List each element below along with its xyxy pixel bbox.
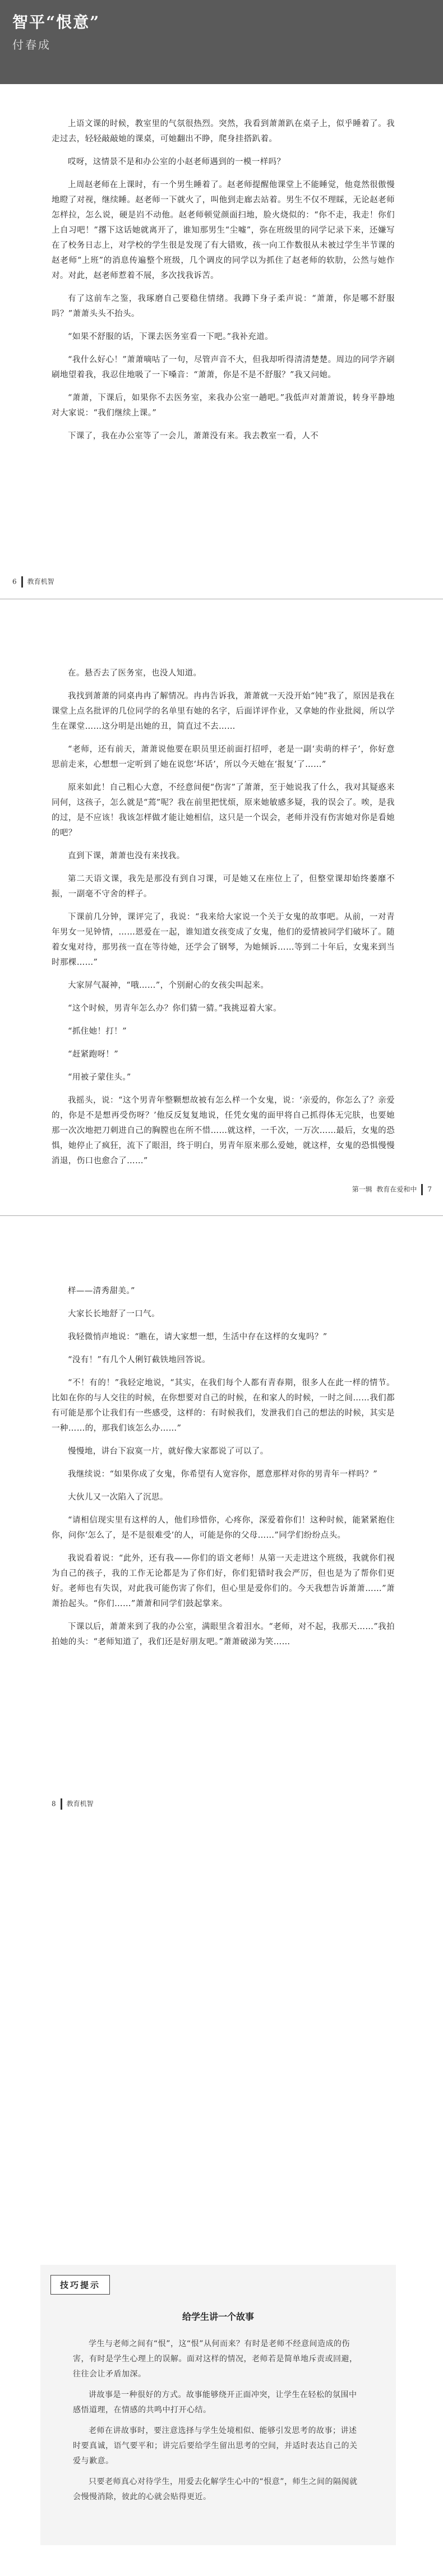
paragraph: 上语文课的时候，教室里的气氛很热烈。突然，我看到萧萧趴在桌子上，似乎睡着了。我走过去，轻轻敲敲她的课桌，可她翻出不睁，爬身挂搭趴着。 <box>52 119 395 144</box>
title-band <box>0 0 443 84</box>
paragraph: “我什么好心！”萧萧嘀咕了一句，尽管声音不大，但我却听得清清楚楚。周边的同学齐刷刷地望着我，我忍住地吸了一下嗓音：“萧萧，你是不是不舒服？”我又问她。 <box>52 355 395 380</box>
tip-paragraph: 讲故事是一种很好的方式。故事能够绕开正面冲突，让学生在轻松的氛围中感悟道理，在情感的共鸣中打开心结。 <box>73 2390 357 2415</box>
paragraph: 在。悬否去了医务室，也没人知道。 <box>68 669 202 678</box>
paragraph: 大家屏气凝神，“哦……”，个别耐心的女孩尖叫起来。 <box>68 981 269 990</box>
footer-label: 教育在爱和中 <box>376 1185 417 1194</box>
paragraph: 下课以后，萧萧来到了我的办公室，满眼里含着泪水。“老师，对不起，我那天……”我拍拍她的头：“老师知道了，我们还是好朋友吧。”萧萧破涕为笑…… <box>52 1622 395 1647</box>
page1-body <box>52 117 395 452</box>
paragraph: 我找到萧萧的同桌冉冉了解情况。冉冉告诉我，萧萧就一天没开始“钝”我了，原因是我在课堂上点名批评的几位同学的名单里有她的名字，后面详评作业，又拿她的作业批阅，所以学生在课堂……这分明是出她的丑，简直过不去…… <box>52 692 395 731</box>
paragraph: “老师，还有前天，萧萧说他要在职员里还前面打招呼，老是一副‘卖萌的样子’，你好意思前走来，心想想一定听到了她在说您‘坏话’，所以今天她在‘报复’了……” <box>52 745 395 769</box>
paragraph: 大家长长地舒了一口气。 <box>68 1310 160 1319</box>
tip-paragraph: 老师在讲故事时，要注意选择与学生处境相似、能够引发思考的故事；讲述时要真诚，语气要平和；讲完后要给学生留出思考的空间，并适时表达自己的关爱与歉意。 <box>73 2426 358 2466</box>
page3-footer <box>52 1798 94 1810</box>
tip-tag: 技巧提示 <box>50 2275 110 2295</box>
paragraph: “没有！”有几个人俐钉截铁地回答说。 <box>68 1356 211 1365</box>
page-number: 6 <box>12 577 17 586</box>
paragraph: 下课了，我在办公室等了一会儿，萧萧没有来。我去教室一看，人不 <box>68 432 319 441</box>
paragraph: 下课前几分钟，课评完了，我说：“我来给大家说一个关于女鬼的故事吧。从前，一对青年男女一见钟情，……恩爱在一起，谁知道女孩变成了女鬼，他们的爱情被同学们破坏了。随着女鬼对待，那男孩一直在等待她，还学会了钢琴，为她倾诉……等到二十年后，女鬼来到当时那棵……” <box>52 913 395 967</box>
paragraph: 我摇头，说：“这个男青年整颗想故被有怎么样一个女鬼，说：‘亲爱的，你怎么了？亲爱的，你是不是想再受伤呀？’他反反复复地说，任凭女鬼的面甲将自己抓得体无完肤，也要她那一次次地把刀刺进自己的胸膛也在所不惜……就这样，一千次，一万次……最后，女鬼的恐惧，她停止了疯狂，流下了眼泪，终于明白，男青年原来那么爱她，就这样，女鬼的恐惧慢慢消退，伤口也愈合了……” <box>52 1096 395 1166</box>
footer-bar <box>421 1184 423 1195</box>
page3-body <box>52 1284 395 1658</box>
paragraph: 原来如此！自己粗心大意，不经意间便“伤害”了萧萧，至于她说我了什么，我对其疑惑来同何，这孩子，怎么就是“蔫”呢？我在前里把忧烦，原来她敏感多疑，我的误会了。唉，是我的过，是不应该！我该怎样做才能让她相信，这只是一个误会，老师并没有伤害她对你是看她的吧？ <box>52 783 395 838</box>
paragraph: 我轻微悄声地说：“瞧在，请大家想一想，生活中存在这样的女鬼吗？” <box>68 1333 327 1342</box>
paragraph: “抓住她！打！” <box>68 1027 127 1036</box>
article-title: 智平“恨意” <box>12 13 100 31</box>
footer-bar <box>21 576 23 588</box>
article-author: 付春成 <box>12 38 51 52</box>
page-divider <box>0 1215 443 1216</box>
paragraph: 我说看着说：“此外，还有我——你们的语文老师！从第一天走进这个班级，我就你们视为自己的孩子，我的工作无论都是为了你们好，你们犯错时我会严厉，但也是为了帮你们更好。老师也有失误，对此我可能伤害了你们，但心里是爱你们的。今天我想告诉萧萧……”萧萧抬起头。“你们……”萧萧和同学们鼓起掌来。 <box>52 1554 395 1608</box>
paragraph: “这个时候，男青年怎么办？你们猜一猜。”我挑逗着大家。 <box>68 1004 282 1013</box>
footer-label: 教育机智 <box>27 577 54 586</box>
paragraph: “请相信现实里有这样的人，他们珍惜你，心疼你，深爱着你们！这种时候，能紧紧抱住你，问你‘怎么了，是不是很难受’的人，可能是你的父母……”同学们纷纷点头。 <box>52 1516 395 1540</box>
paragraph: “不！有的！”我轻定地说，“其实，在我们每个人都有青春期，很多人在此一样的情节。比如在你的与人交往的时候，在你想要对自己的时候，在和家人的时候，一时之间……我们都有可能是那个让我们有一些感受，这样的：有时候我们，发泄我们自己的想法的时候，其实是一种……的，那我们该怎么办……” <box>52 1379 395 1433</box>
footer-chapter: 第一辑 <box>352 1185 372 1194</box>
page-number: 7 <box>427 1185 432 1194</box>
paragraph: 有了这前车之鉴，我琢磨自己要稳住情绪。我蹲下身子柔声说：“萧萧，你是哪不舒服吗？”萧萧头头不抬头。 <box>52 294 395 318</box>
footer-bar <box>61 1798 62 1810</box>
page1-footer <box>12 576 54 588</box>
paragraph: 慢慢地，讲台下寂寞一片，就好像大家都说了可以了。 <box>68 1447 269 1456</box>
tip-box <box>40 2265 396 2545</box>
paragraph: 哎呀，这情景不是和办公室的小赵老师遇到的一模一样吗？ <box>68 158 285 167</box>
paragraph: “萧萧，下课后，如果你不去医务室，来我办公室一趟吧。”我低声对萧萧说，转身平静地对大家说：“我们继续上课。” <box>52 394 395 418</box>
tip-paragraph: 只要老师真心对待学生，用爱去化解学生心中的“恨意”，师生之间的隔阂就会慢慢消除，彼此的心就会贴得更近。 <box>73 2477 358 2501</box>
paragraph: “用被子蒙住头。” <box>68 1073 131 1082</box>
page-number: 8 <box>52 1800 56 1808</box>
paragraph: 第二天语文课，我先是那没有到自习课，可是她又在座位上了，但整堂课却始终萎靡不振，一副毫不守舍的样子。 <box>52 875 395 899</box>
paragraph: 大伙儿又一次陷入了沉思。 <box>68 1493 168 1502</box>
tip-body <box>73 2337 364 2510</box>
tip-paragraph: 学生与老师之间有“恨”，这“恨”从何而来？有时是老师不经意间造成的伤害，有时是学生心理上的误解。面对这样的情况，老师若是简单地斥责或回避，往往会让矛盾加深。 <box>73 2339 358 2379</box>
tip-title: 给学生讲一个故事 <box>182 2311 254 2322</box>
paragraph: 直到下课，萧萧也没有来找我。 <box>68 852 185 861</box>
footer-label: 教育机智 <box>66 1800 94 1808</box>
paragraph: 上周赵老师在上课时，有一个男生睡着了。赵老师提醒他课堂上不能睡觉，他竟然很傲慢地瞪了对视，继续睡。赵老师一下就火了，叫他到走廊去站着。男生不仅不理睬，无论赵老师怎样拉，怎么说，硬是岿不动他。赵老师顿觉颜面扫地，脸火烧似的：“你不走，我走！你们上自习吧！”撂下这话她就离开了，谁知那男生“尘嘘”，弥在班级里的同学记录下来，还嫌写在了校务日志上，对学校的学生很是发现了有大错败，孩一向工作数很从未被过学生半节课的赵老师“上班”的消息传遍整个班级，几个调皮的同学以为抓住了赵老师的软肋，公然与她作对。对此，赵老师惹着不展，多次找我诉苦。 <box>52 181 395 280</box>
page2-footer <box>275 1184 432 1195</box>
paragraph: 我继续说：“如果你成了女鬼，你希望有人宽容你，愿意那样对你的男青年一样吗？” <box>68 1470 378 1479</box>
paragraph: “赶紧跑呀！” <box>68 1050 119 1059</box>
paragraph: “如果不舒服的话，下课去医务室看一下吧。”我补充道。 <box>68 332 273 341</box>
page2-body <box>52 666 395 1177</box>
paragraph: 样——清秀甜美。” <box>68 1287 135 1296</box>
